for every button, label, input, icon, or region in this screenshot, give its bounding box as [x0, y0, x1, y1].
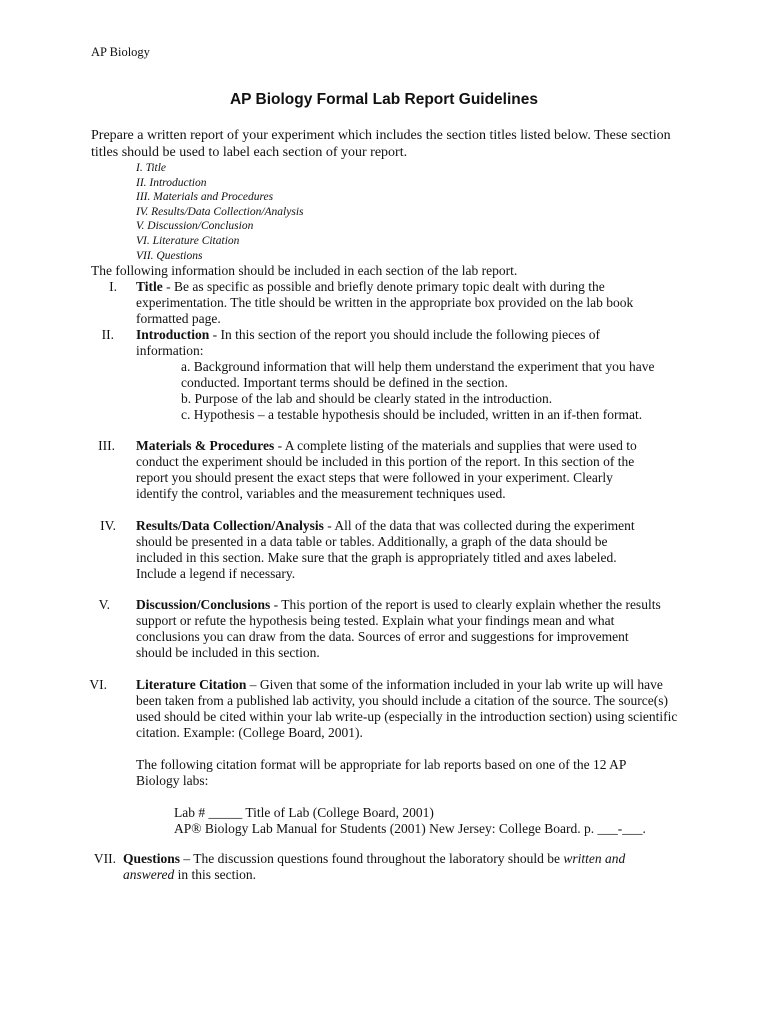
section-list-item: VII. Questions — [136, 249, 203, 262]
section-text: - All of the data that was collected during the experiment should be presented in a data table or tables. Additionally, a graph of the data should be included in this section. Make sure that the graph is appropriately titled and axes labeled. Include a legend if necessary. — [136, 518, 635, 581]
section-heading: Introduction — [136, 327, 210, 342]
section-list-item: VI. Literature Citation — [136, 234, 240, 247]
section-number: VI. — [89, 677, 107, 692]
section-body — [136, 677, 681, 837]
list-item: b. Purpose of the lab and should be clearly stated in the introduction. — [181, 391, 553, 406]
section-list-item: III. Materials and Procedures — [136, 191, 274, 204]
citation-line: AP® Biology Lab Manual for Students (2001) New Jersey: College Board. p. ___-___. — [174, 821, 646, 836]
section-list-item: I. Title — [136, 162, 167, 174]
citation-line: Lab # _____ Title of Lab (College Board, 2001) — [174, 805, 434, 820]
section-body — [136, 518, 656, 582]
section-list-item: II. Introduction — [136, 176, 207, 189]
section-heading: Literature Citation — [136, 677, 247, 692]
section-number: IV. — [100, 518, 116, 533]
citation-paragraph: The following citation format will be appropriate for lab reports based on one of the 12 AP Biology labs: — [136, 757, 626, 788]
emphasis-text: written and answered — [123, 851, 626, 882]
section-list-item: IV. Results/Data Collection/Analysis — [136, 205, 304, 218]
section-number: III. — [98, 438, 115, 453]
section-number: V. — [98, 597, 110, 612]
section-heading: Materials & Procedures — [136, 438, 275, 453]
section-heading: Title — [136, 279, 163, 294]
section-text: - In this section of the report you should include the following pieces of information: — [136, 327, 600, 358]
section-number: II. — [101, 327, 114, 342]
section-heading: Questions — [123, 851, 181, 866]
list-item: c. Hypothesis – a testable hypothesis should be included, written in an if-then format. — [181, 407, 643, 422]
section-number: VII. — [93, 851, 116, 866]
section-body — [136, 597, 661, 661]
section-text: – The discussion questions found throughout the laboratory should be — [180, 851, 564, 866]
section-list-item: V. Discussion/Conclusion — [136, 220, 254, 233]
section-text: in this section. — [174, 867, 256, 882]
section-text: – Given that some of the information included in your lab write up will have been taken from a published lab activity, you should include a citation of the source. The source(s) used should be cited within your lab write-up (especially in the introduction section) using scientific citation. Example: (College Board, 2001). — [136, 677, 678, 740]
section-text: - A complete listing of the materials and supplies that were used to conduct the experiment should be included in this portion of the report. In this section of the report you should present the exact steps that were followed in your experiment. Clearly identify the control, variables and the measurement techniques used. — [136, 438, 637, 501]
document-title: AP Biology Formal Lab Report Guidelines — [229, 91, 539, 108]
section-heading: Discussion/Conclusions — [136, 597, 271, 612]
section-body — [136, 279, 656, 327]
lead-sentence: The following information should be included in each section of the lab report. — [91, 263, 518, 278]
section-text: - This portion of the report is used to clearly explain whether the results support or refute the hypothesis being tested. Explain what your findings mean and what conclusions you can draw from the data. Sources of error and suggestions for improvement should be included in this section. — [136, 597, 661, 660]
page-header: AP Biology — [91, 45, 150, 59]
section-text: - Be as specific as possible and briefly denote primary topic dealt with during the experimentation. The title should be written in the appropriate box provided on the lab book formatted page. — [136, 279, 634, 326]
list-item: a. Background information that will help them understand the experiment that you have conducted. Important terms should be defined in the section. — [181, 359, 655, 390]
section-body — [136, 327, 655, 423]
section-body — [123, 851, 653, 883]
section-list — [136, 161, 304, 263]
section-body — [136, 438, 656, 502]
intro-paragraph: Prepare a written report of your experiment which includes the section titles listed below. These section titles should be used to label each section of your report. — [91, 128, 671, 160]
section-number: I. — [109, 279, 117, 294]
section-heading: Results/Data Collection/Analysis — [136, 518, 324, 533]
